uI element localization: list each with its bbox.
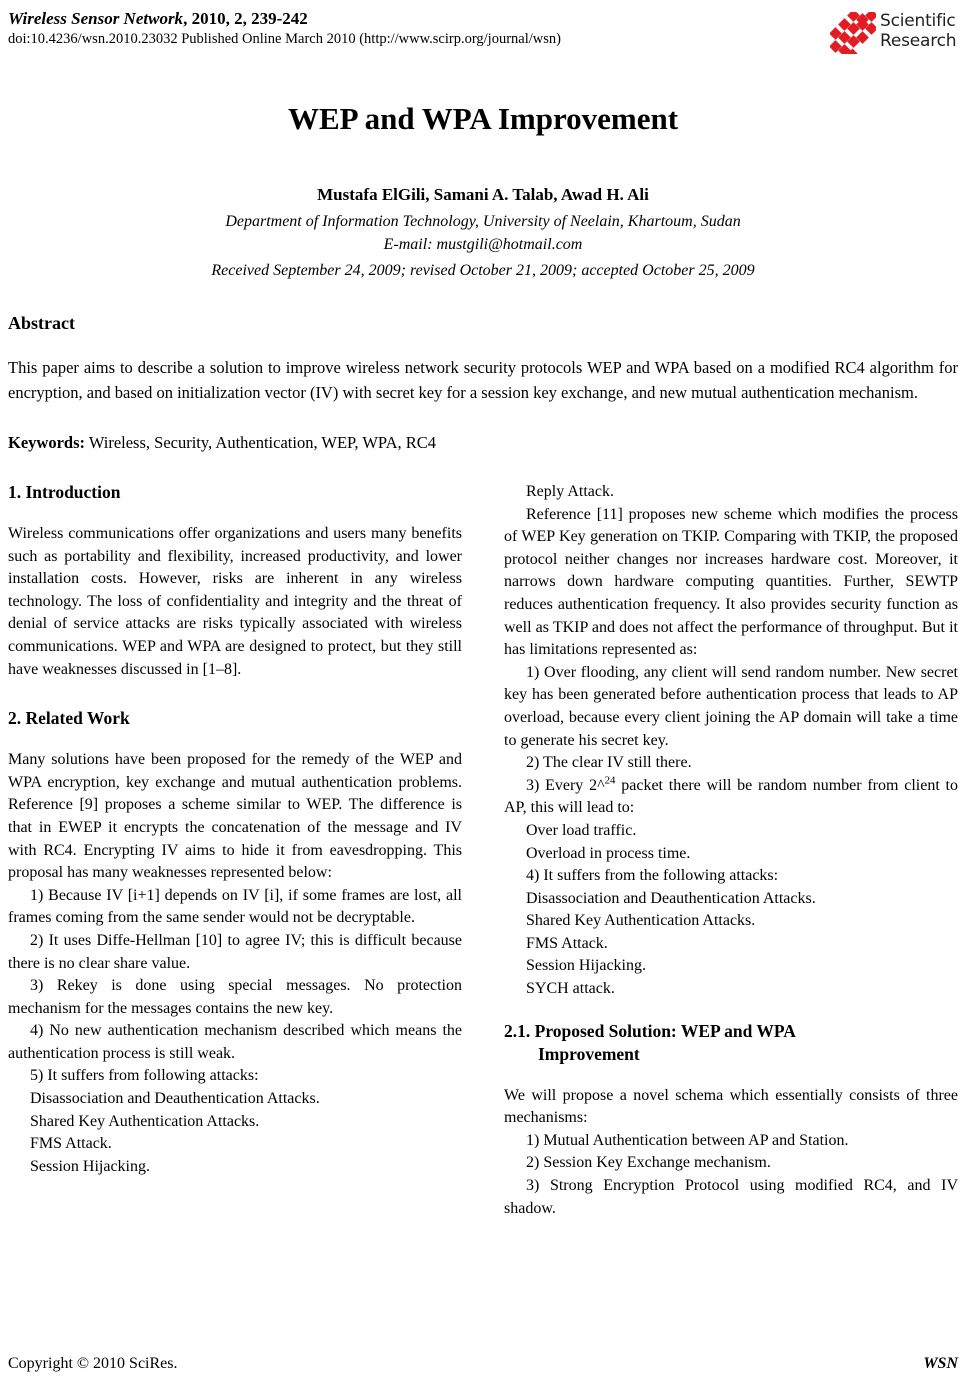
- limitation-item-3: [504, 775, 958, 820]
- right-attack-1: Disassociation and Deauthentication Attacks.: [526, 889, 816, 907]
- copyright-notice: Copyright © 2010 SciRes.: [8, 1355, 178, 1372]
- keywords-line: [8, 430, 958, 455]
- submission-dates: Received September 24, 2009; revised October 21, 2009; accepted October 25, 2009: [211, 262, 755, 279]
- section-heading-proposed-solution: [504, 1020, 958, 1066]
- email-label: E-mail: [383, 236, 428, 253]
- journal-abbreviation: WSN: [923, 1355, 958, 1372]
- related-item-2: 2) It uses Diffe-Hellman [10] to agree IV; this is difficult because there is no clear share value.: [8, 931, 462, 972]
- left-attack-4: Session Hijacking.: [30, 1157, 150, 1175]
- limitation-item-3-pre: 3) Every 2^: [526, 776, 605, 794]
- journal-citation-line: [8, 8, 708, 30]
- lead-to-1: Over load traffic.: [526, 821, 637, 839]
- running-head: [8, 8, 958, 58]
- proposed-solution-heading-line1: 2.1. Proposed Solution: WEP and WPA: [504, 1020, 796, 1041]
- right-attack-4: Session Hijacking.: [526, 957, 646, 975]
- abstract-heading: Abstract: [8, 313, 75, 333]
- section-heading-introduction: 1. Introduction: [8, 482, 121, 502]
- email-address: : mustgili@hotmail.com: [427, 236, 583, 253]
- journal-issue-meta: , 2010, 2, 239-242: [183, 9, 308, 28]
- right-attack-3: FMS Attack.: [526, 934, 608, 952]
- right-attack-5: SYCH attack.: [526, 980, 615, 998]
- related-work-paragraph: Many solutions have been proposed for the remedy of the WEP and WPA encryption, key exchange and mutual authentication problems. Reference [9] proposes a scheme similar to WEP. The difference is that in EWEP it encrypts the concatenation of the message and IV with RC4. Encrypting IV aims to hide it from eavesdropping. This proposal has many weaknesses represented below:: [8, 751, 462, 882]
- proposal-paragraph: We will propose a novel schema which essentially consists of three mechanisms:: [504, 1086, 958, 1127]
- right-attack-2: Shared Key Authentication Attacks.: [526, 912, 756, 930]
- publisher-name: [880, 11, 956, 51]
- related-item-3: 3) Rekey is done using special messages. No protection mechanism for the messages contains the new key.: [8, 977, 462, 1017]
- body-columns: [8, 481, 958, 1316]
- page-footer: [8, 1353, 958, 1375]
- scientific-research-diamond-icon: [830, 12, 876, 54]
- reference-11-paragraph: Reference [11] proposes new scheme which modifies the process of WEP Key generation on TKIP. Comparing with TKIP, the proposed protocol neither changes nor increases hardware cost. Moreover, it narrows down hardware computing quantities. Further, SEWTP reduces authentication frequency. It also provides security function as well as TKIP and does not affect the performance of throughput. But it has limitations represented as:: [504, 505, 958, 659]
- section-heading-related-work: 2. Related Work: [8, 708, 130, 729]
- author-email: [8, 233, 958, 256]
- limitation-item-1: 1) Over flooding, any client will send random number. New secret key has been generated before authentication process that leads to AP overload, because every client joining the AP domain will take a time to generate his secret key.: [504, 663, 958, 749]
- mechanism-3: 3) Strong Encryption Protocol using modified RC4, and IV shadow.: [504, 1177, 958, 1217]
- heading-spacer: [504, 1001, 958, 1020]
- mechanism-1: 1) Mutual Authentication between AP and Station.: [526, 1131, 849, 1149]
- left-attack-1: Disassociation and Deauthentication Attacks.: [30, 1090, 320, 1108]
- limitation-item-4: 4) It suffers from the following attacks:: [526, 867, 779, 885]
- journal-name: Wireless Sensor Network: [8, 9, 184, 28]
- doi-line: doi:10.4236/wsn.2010.23032 Published Online March 2010 (http://www.scirp.org/journal/wsn): [8, 31, 561, 47]
- limitation-item-3-post: packet there will be random number from client to AP, this will lead to:: [504, 776, 958, 817]
- related-item-5: 5) It suffers from following attacks:: [30, 1067, 259, 1085]
- mechanism-2: 2) Session Key Exchange mechanism.: [526, 1154, 771, 1172]
- left-attack-3: FMS Attack.: [30, 1135, 112, 1153]
- abstract-body: This paper aims to describe a solution to improve wireless network security protocols WEP and WPA based on a modified RC4 algorithm for encryption, and based on initialization vector (IV) with secret key for a session key exchange, and new mutual authentication mechanism.: [8, 358, 958, 402]
- related-item-1: 1) Because IV [i+1] depends on IV [i], if some frames are lost, all frames coming from the same sender would not be decryptable.: [8, 886, 462, 927]
- keywords-label: Keywords:: [8, 433, 85, 452]
- reply-attack-line: Reply Attack.: [526, 483, 614, 500]
- limitation-item-2: 2) The clear IV still there.: [526, 754, 692, 772]
- proposed-solution-heading-line2: Improvement: [538, 1043, 640, 1064]
- keywords-values: Wireless, Security, Authentication, WEP, WPA, RC4: [85, 433, 437, 452]
- introduction-paragraph: Wireless communications offer organizations and users many benefits such as portability and flexibility, increased productivity, and lower installation costs. However, risks are inherent in any wireless technology. The loss of confidentiality and integrity and the threat of denial of service attacks are risks typically associated with wireless communications. WEP and WPA are designed to protect, but they still have weaknesses discussed in [1–8].: [8, 525, 462, 678]
- left-column: [8, 481, 462, 1316]
- affiliation: Department of Information Technology, University of Neelain, Khartoum, Sudan: [225, 213, 741, 230]
- right-column: [504, 481, 958, 1316]
- running-head-text: [8, 8, 708, 49]
- author-list: Mustafa ElGili, Samani A. Talab, Awad H. Ali: [317, 185, 649, 204]
- left-attack-2: Shared Key Authentication Attacks.: [30, 1112, 260, 1130]
- paper-title: WEP and WPA Improvement: [287, 101, 679, 136]
- publisher-name-line1: Scientific: [880, 11, 956, 31]
- publisher-logo: [812, 10, 958, 56]
- publisher-name-line2: Research: [880, 31, 957, 51]
- exponent-24: 24: [604, 774, 616, 787]
- lead-to-2: Overload in process time.: [526, 844, 691, 862]
- related-item-4: 4) No new authentication mechanism described which means the authentication process is still weak.: [8, 1022, 462, 1062]
